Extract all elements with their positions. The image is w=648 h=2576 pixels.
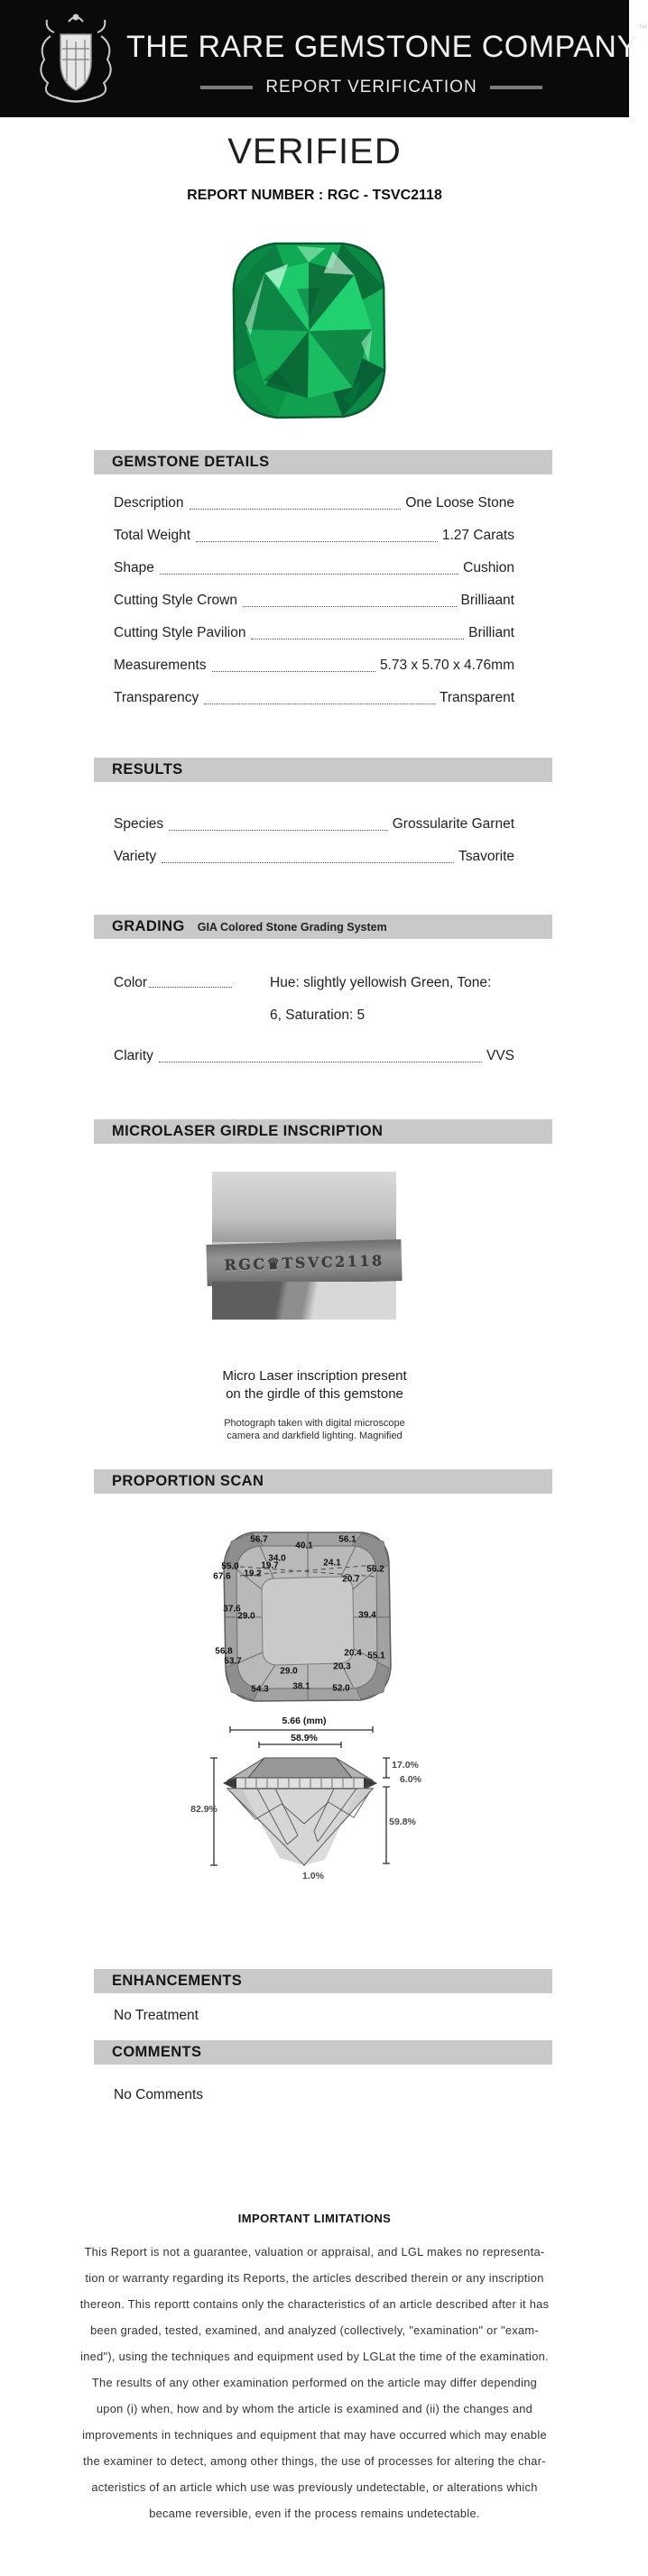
limitation-line: The results of any other examination performed on the article may differ depending bbox=[91, 2376, 538, 2389]
note-line1: Photograph taken with digital microscope bbox=[224, 1418, 405, 1429]
verified-status: VERIFIED bbox=[227, 132, 402, 171]
detail-row bbox=[114, 590, 514, 611]
limitation-line: became reversible, even if the process remains undetectable. bbox=[149, 2507, 480, 2520]
facet-angle-label: 20.7 bbox=[342, 1574, 360, 1585]
limitation-line: tion or warranty regarding its Reports, the articles described therein or any inscription bbox=[85, 2271, 544, 2285]
caption-line1: Micro Laser inscription present bbox=[222, 1368, 407, 1384]
facet-angle-label: 40.1 bbox=[295, 1541, 313, 1551]
section-bar-enhancements bbox=[94, 1969, 552, 1993]
dotted-leader bbox=[196, 541, 438, 542]
company-crest-icon bbox=[32, 9, 119, 106]
clarity-label: Clarity bbox=[114, 1048, 153, 1063]
gemstone-photo bbox=[218, 236, 397, 428]
report-header bbox=[0, 0, 648, 117]
result-label: Variety bbox=[114, 849, 157, 864]
limitation-line: ined"), using the techniques and equipment used by LGLat the time of the examination. bbox=[80, 2350, 549, 2363]
facet-angle-label: 67.6 bbox=[213, 1571, 231, 1582]
detail-value: 5.73 x 5.70 x 4.76mm bbox=[379, 658, 514, 673]
detail-label: Cutting Style Pavilion bbox=[114, 625, 246, 640]
detail-row bbox=[114, 687, 514, 708]
section-bar-microlaser-inscription bbox=[94, 1119, 552, 1144]
section-title: PROPORTION SCAN bbox=[112, 1473, 264, 1489]
photo-lower-area bbox=[212, 1282, 396, 1320]
detail-row bbox=[114, 655, 514, 676]
proportion-diagram-linework bbox=[0, 1524, 629, 1885]
result-value: Grossularite Garnet bbox=[392, 816, 514, 832]
grading-system-subtitle: GIA Colored Stone Grading System bbox=[197, 920, 387, 934]
result-value: Tsavorite bbox=[458, 849, 514, 864]
comments-value: No Comments bbox=[114, 2087, 204, 2102]
profile-measure-label: 59.8% bbox=[389, 1817, 416, 1827]
limitation-line: thereon. This reportt contains only the characteristics of an article described after it has bbox=[79, 2297, 550, 2311]
section-title: RESULTS bbox=[112, 761, 183, 777]
dotted-leader bbox=[149, 987, 232, 988]
detail-label: Shape bbox=[114, 560, 154, 575]
result-row bbox=[114, 814, 514, 834]
facet-angle-label: 29.0 bbox=[237, 1611, 255, 1622]
dotted-leader bbox=[212, 671, 375, 672]
detail-value: Cushion bbox=[463, 560, 514, 575]
color-value bbox=[270, 972, 491, 1037]
facet-angle-label: 29.0 bbox=[280, 1666, 298, 1677]
color-label: Color bbox=[114, 975, 148, 990]
subtitle-text: REPORT VERIFICATION bbox=[265, 78, 477, 97]
section-bar-grading bbox=[94, 915, 552, 939]
section-bar-gemstone-details bbox=[94, 450, 552, 474]
detail-row bbox=[114, 622, 514, 643]
facet-angle-label: 20.3 bbox=[333, 1661, 351, 1672]
detail-label: Measurements bbox=[114, 658, 207, 673]
facet-angle-label: 34.0 bbox=[268, 1553, 286, 1564]
detail-value: One Loose Stone bbox=[405, 495, 514, 511]
color-value-line1: Hue: slightly yellowish Green, Tone: bbox=[270, 975, 492, 990]
report-number: REPORT NUMBER : RGC - TSVC2118 bbox=[187, 188, 442, 203]
facet-angle-label: 24.1 bbox=[323, 1558, 341, 1569]
report-verification-subtitle bbox=[126, 78, 616, 97]
facet-angle-label: 52.0 bbox=[332, 1683, 350, 1694]
limitation-line: This Report is not a guarantee, valuation or appraisal, and LGL makes no representa- bbox=[84, 2245, 545, 2259]
divider-dash bbox=[490, 86, 542, 89]
section-bar-comments bbox=[94, 2040, 552, 2065]
limitations-text bbox=[0, 2239, 629, 2526]
section-title: COMMENTS bbox=[112, 2044, 202, 2060]
color-row bbox=[114, 972, 514, 1037]
detail-value: 1.27 Carats bbox=[441, 528, 514, 543]
facet-angle-label: 56.7 bbox=[250, 1534, 268, 1545]
facet-angle-label: 39.4 bbox=[358, 1610, 376, 1621]
dotted-leader bbox=[159, 1062, 482, 1063]
girdle-engraving-text: RGC♛TSVC2118 bbox=[224, 1252, 384, 1274]
facet-angle-label: 53.7 bbox=[224, 1656, 242, 1667]
dotted-leader bbox=[162, 862, 454, 863]
section-bar-results bbox=[94, 758, 552, 782]
table-percent-label: 58.9% bbox=[291, 1733, 318, 1743]
clarity-row bbox=[114, 1045, 514, 1066]
section-bar-proportion-scan bbox=[94, 1469, 552, 1494]
limitation-line: been graded, tested, examined, and analyzed (collectively, "examination" or "exam- bbox=[90, 2323, 539, 2337]
proportion-scan-diagram bbox=[0, 1524, 629, 1885]
divider-dash bbox=[200, 86, 253, 89]
section-title: GRADING bbox=[112, 918, 185, 934]
photo-note bbox=[0, 1417, 629, 1442]
width-mm-label: 5.66 (mm) bbox=[282, 1716, 327, 1726]
limitation-line: acteristics of an article which use was previously undetectable, or alterations which bbox=[91, 2480, 538, 2494]
dotted-leader bbox=[160, 574, 458, 575]
facet-angle-label: 56.8 bbox=[215, 1646, 233, 1657]
limitation-line: upon (i) when, how and by whom the article is examined and (ii) the changes and bbox=[96, 2402, 533, 2415]
limitation-line: the examiner to detect, among other things, the use of processes for altering the char- bbox=[83, 2454, 546, 2468]
facet-angle-label: 55.1 bbox=[367, 1651, 385, 1661]
facet-angle-label: 19.2 bbox=[244, 1569, 262, 1579]
trademark-symbol: ™ bbox=[637, 23, 648, 34]
facet-angle-label: 54.3 bbox=[251, 1684, 269, 1695]
section-title: MICROLASER GIRDLE INSCRIPTION bbox=[112, 1123, 384, 1139]
results-rows bbox=[114, 814, 514, 879]
facet-angle-label: 37.6 bbox=[223, 1604, 241, 1615]
grading-rows bbox=[114, 972, 514, 1078]
facet-angle-label: 20.4 bbox=[344, 1648, 362, 1659]
dotted-leader bbox=[190, 509, 402, 510]
profile-measure-label: 82.9% bbox=[190, 1804, 218, 1815]
detail-row bbox=[114, 557, 514, 578]
facet-angle-label: 19.7 bbox=[261, 1560, 279, 1571]
facet-angle-label: 56.2 bbox=[366, 1564, 384, 1575]
detail-value: Brilliaant bbox=[460, 593, 514, 608]
enhancements-value: No Treatment bbox=[114, 2008, 199, 2023]
company-name: THE RARE GEMSTONE COMPANY™ bbox=[126, 23, 648, 64]
detail-row bbox=[114, 525, 514, 546]
dotted-leader bbox=[243, 606, 457, 607]
detail-label: Total Weight bbox=[114, 528, 191, 543]
detail-value: Brilliant bbox=[468, 625, 514, 640]
detail-label: Transparency bbox=[114, 690, 199, 705]
limitations-title: IMPORTANT LIMITATIONS bbox=[237, 2212, 392, 2225]
facet-angle-label: 56.1 bbox=[338, 1534, 356, 1545]
profile-measure-label: 6.0% bbox=[400, 1774, 421, 1785]
note-line2: camera and darkfield lighting. Magnified bbox=[227, 1431, 403, 1441]
detail-label: Cutting Style Crown bbox=[114, 593, 237, 608]
profile-measure-label: 17.0% bbox=[392, 1760, 419, 1771]
facet-angle-label: 38.1 bbox=[292, 1681, 310, 1692]
detail-row bbox=[114, 492, 514, 513]
profile-measure-label: 1.0% bbox=[302, 1871, 324, 1881]
limitation-line: improvements in techniques and equipment that may have occurred which may enable bbox=[82, 2428, 547, 2442]
detail-label: Description bbox=[114, 495, 184, 511]
inscription-caption bbox=[0, 1367, 629, 1403]
girdle-band bbox=[206, 1239, 402, 1286]
color-value-line2: 6, Saturation: 5 bbox=[270, 1007, 366, 1023]
dotted-leader bbox=[169, 830, 388, 831]
photo-upper-area bbox=[212, 1172, 396, 1242]
detail-value: Transparent bbox=[440, 690, 514, 705]
section-title: ENHANCEMENTS bbox=[112, 1973, 243, 1989]
gemstone-details-rows bbox=[114, 492, 514, 720]
section-title: GEMSTONE DETAILS bbox=[112, 454, 270, 470]
facet-angle-label: 55.0 bbox=[221, 1561, 239, 1572]
result-label: Species bbox=[114, 816, 164, 832]
clarity-value: VVS bbox=[486, 1048, 514, 1063]
result-row bbox=[114, 846, 514, 867]
girdle-inscription-photo bbox=[212, 1172, 396, 1320]
caption-line2: on the girdle of this gemstone bbox=[226, 1386, 403, 1402]
